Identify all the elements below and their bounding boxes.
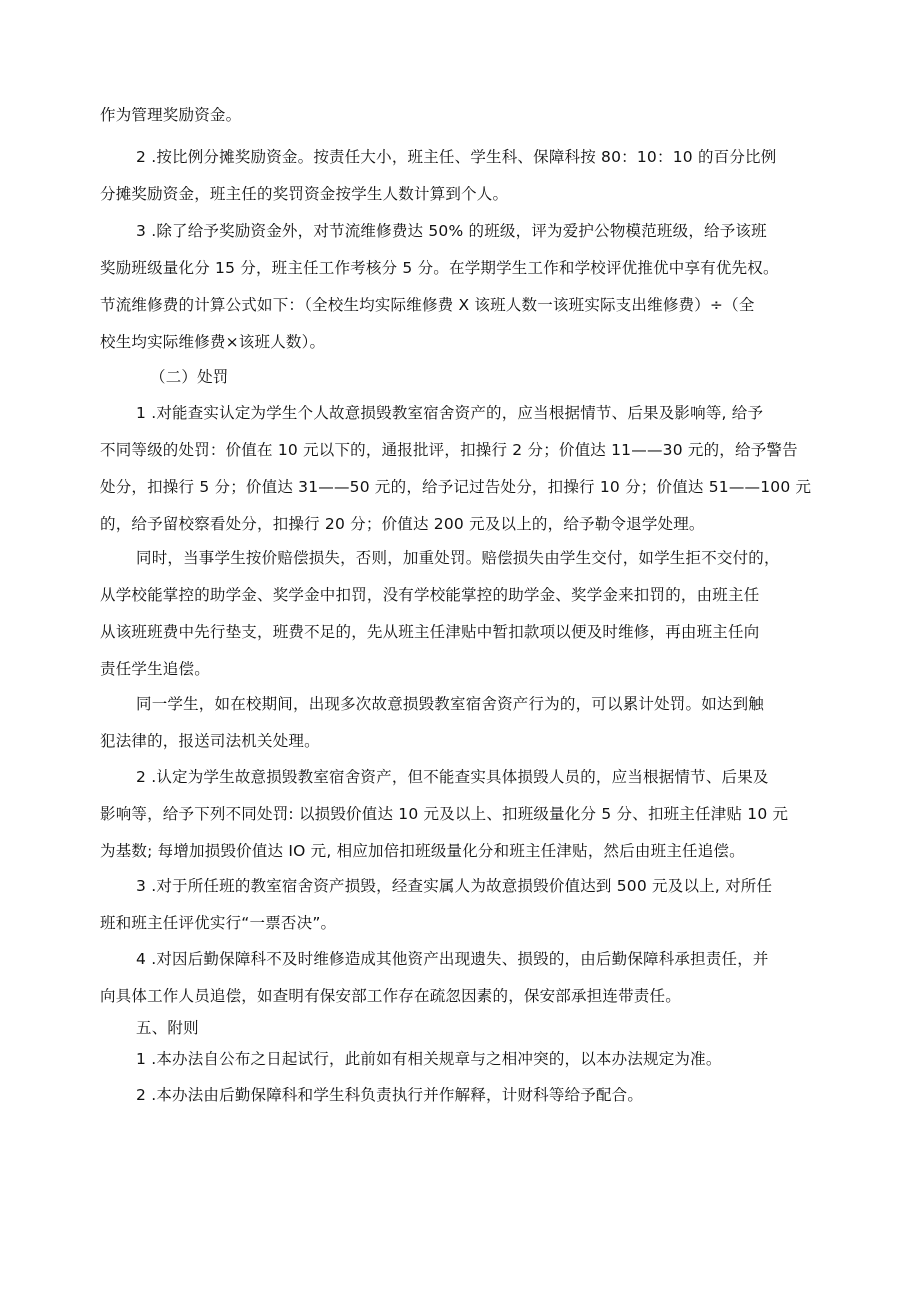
text-line: 同时，当事学生按价赔偿损失，否则，加重处罚。赔偿损失由学生交付，如学生拒不交付的， [136, 549, 780, 567]
text-line: 1 .对能查实认定为学生个人故意损毁教室宿舍资产的，应当根据情节、后果及影响等, 给予 [136, 404, 764, 422]
text-line: 责任学生追偿。 [100, 660, 210, 678]
paragraph-one-vote-veto [100, 868, 820, 942]
text-line: 为基数; 每增加损毁价值达 IO 元, 相应加倍扣班级量化分和班主任津贴，然后由班主任追偿。 [100, 842, 745, 860]
text-line: （二）处罚 [150, 368, 229, 386]
text-line: 作为管理奖励资金。 [100, 106, 242, 124]
paragraph-fund-usage-end [100, 97, 820, 134]
text-line: 同一学生，如在校期间，出现多次故意损毁教室宿舍资产行为的，可以累计处罚。如达到触 [136, 695, 765, 713]
text-line: 校生均实际维修费×该班人数）。 [100, 333, 326, 351]
text-line: 五、附则 [136, 1019, 199, 1037]
text-line: 2 .认定为学生故意损毁教室宿舍资产，但不能查实具体损毁人员的，应当根据情节、后果及 [136, 768, 769, 786]
text-line: 节流维修费的计算公式如下：（全校生均实际维修费 X 该班人数一该班实际支出维修费）÷（全 [100, 296, 755, 314]
paragraph-model-class [100, 213, 820, 361]
text-line: 奖励班级量化分 15 分，班主任工作考核分 5 分。在学期学生工作和学校评优推优中享有优先权。 [100, 259, 779, 277]
paragraph-effective-date [100, 1043, 820, 1075]
text-line: 2 .按比例分摊奖励资金。按责任大小，班主任、学生科、保障科按 80：10：10 的百分比例 [136, 148, 777, 166]
text-line: 4 .对因后勤保障科不及时维修造成其他资产出现遗失、损毁的，由后勤保障科承担责任，并 [136, 950, 769, 968]
text-line: 向具体工作人员追偿，如查明有保安部工作存在疏忽因素的，保安部承担连带责任。 [100, 987, 681, 1005]
paragraph-individual-penalty [100, 395, 820, 543]
text-line: 3 .除了给予奖励资金外，对节流维修费达 50% 的班级，评为爱护公物模范班级，给予该班 [136, 222, 767, 240]
paragraph-repeat-offense [100, 686, 820, 760]
text-line: 2 .本办法由后勤保障科和学生科负责执行并作解释，计财科等给予配合。 [136, 1086, 644, 1104]
paragraph-interpretation [100, 1079, 820, 1111]
text-line: 影响等，给予下列不同处罚: 以损毁价值达 10 元及以上、扣班级量化分 5 分、扣班主任津贴 10 元 [100, 805, 789, 823]
text-line: 的，给予留校察看处分，扣操行 20 分；价值达 200 元及以上的，给予勒令退学处理。 [100, 515, 705, 533]
text-line: 从该班班费中先行垫支，班费不足的，先从班主任津贴中暂扣款项以便及时维修，再由班主任向 [100, 623, 760, 641]
paragraph-unidentified-damage [100, 759, 820, 870]
text-line: 犯法律的，报送司法机关处理。 [100, 732, 320, 750]
text-line: 1 .本办法自公布之日起试行，此前如有相关规章与之相冲突的，以本办法规定为准。 [136, 1050, 722, 1068]
text-line: 班和班主任评优实行“一票否决”。 [100, 914, 337, 932]
paragraph-compensation [100, 540, 820, 688]
text-line: 处分，扣操行 5 分；价值达 31——50 元的，给予记过告处分，扣操行 10 分；价值达 51——100 元 [100, 478, 812, 496]
section-heading-penalty [100, 359, 820, 396]
text-line: 从学校能掌控的助学金、奖学金中扣罚，没有学校能掌控的助学金、奖学金来扣罚的，由班主任 [100, 586, 760, 604]
text-line: 3 .对于所任班的教室宿舍资产损毁，经查实属人为故意损毁价值达到 500 元及以上, 对所任 [136, 877, 773, 895]
section-heading-appendix [100, 1013, 820, 1043]
paragraph-reward-split [100, 139, 820, 213]
paragraph-logistics-liability [100, 941, 820, 1015]
text-line: 不同等级的处罚：价值在 10 元以下的，通报批评，扣操行 2 分；价值达 11——30 元的，给予警告 [100, 441, 798, 459]
text-line: 分摊奖励资金，班主任的奖罚资金按学生人数计算到个人。 [100, 185, 509, 203]
